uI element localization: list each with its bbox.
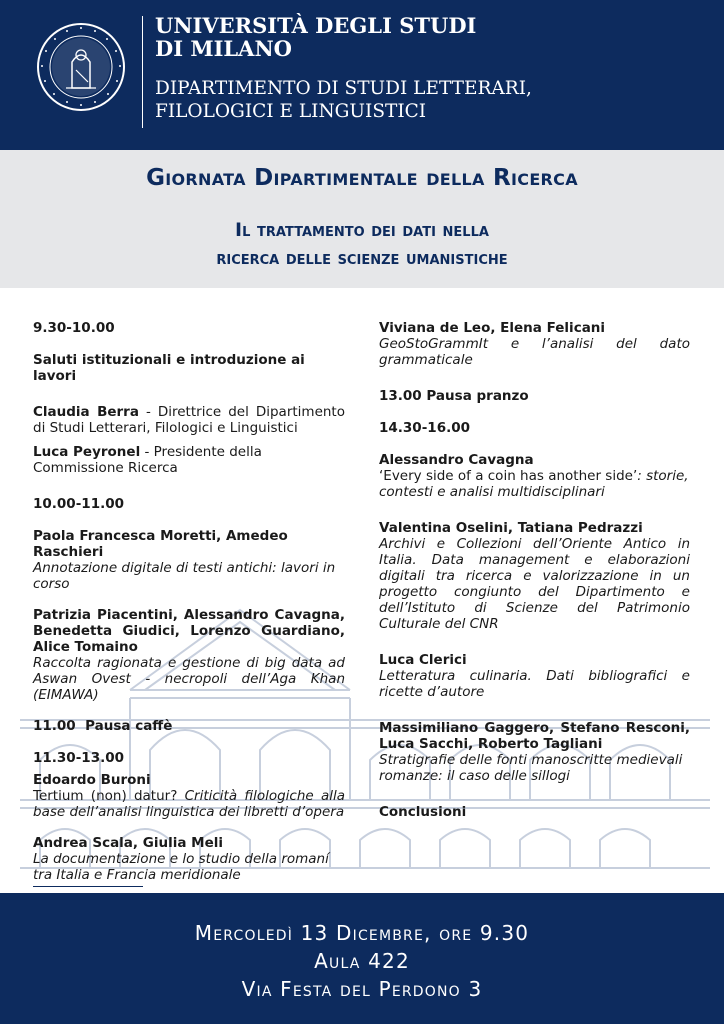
talk-title bbox=[379, 468, 690, 500]
talk-speakers: Edoardo Buroni bbox=[33, 772, 151, 788]
talk-speakers: Viviana de Leo, Elena Felicani bbox=[379, 320, 606, 336]
event-title: Giornata Dipartimentale della Ricerca bbox=[146, 165, 578, 191]
talk-entry bbox=[33, 772, 345, 820]
event-date: Mercoledì 13 Dicembre, ore 9.30 bbox=[194, 921, 530, 945]
talk-title: GeoStoGrammIt e l’analisi del dato grammaticale bbox=[379, 336, 690, 368]
talk-speakers: Luca Clerici bbox=[379, 652, 467, 668]
event-subtitle-line1: Il trattamento dei dati nella bbox=[235, 219, 489, 241]
talk-title: Letteratura culinaria. Dati bibliografici e ricette d’autore bbox=[379, 668, 690, 700]
talk-title-plain: ‘Every side of a coin has another side’ bbox=[379, 468, 638, 484]
talk-entry bbox=[379, 452, 690, 500]
talk-entry bbox=[379, 320, 690, 368]
talk-entry bbox=[379, 652, 690, 700]
event-room: Aula 422 bbox=[314, 949, 410, 973]
time-slot: 11.30-13.00 bbox=[33, 750, 125, 766]
footer-divider bbox=[33, 886, 143, 887]
talk-title: Archivi e Collezioni dell’Oriente Antico in Italia. Data management e elaborazioni digitali tra ricerca e valorizzazione in un progetto congiunto del Dipartimento e dell’Istituto di Scienze del Patrimonio Culturale del CNR bbox=[379, 536, 690, 632]
welcome-session: Saluti istituzionali e introduzione ai lavori bbox=[33, 352, 305, 384]
time-slot: 14.30-16.00 bbox=[379, 420, 471, 436]
talk-title: Annotazione digitale di testi antichi: lavori in corso bbox=[33, 560, 336, 592]
talk-entry bbox=[379, 520, 690, 632]
department-name-line1: DIPARTIMENTO DI STUDI LETTERARI, bbox=[155, 78, 532, 99]
title-band bbox=[0, 150, 724, 288]
talk-title-plain: Tertium (non) datur? bbox=[33, 788, 185, 804]
talk-speakers: Valentina Oselini, Tatiana Pedrazzi bbox=[379, 520, 643, 536]
talk-title: La documentazione e lo studio della romaní tra Italia e Francia meridionale bbox=[33, 851, 329, 883]
event-subtitle-line2: ricerca delle scienze umanistiche bbox=[216, 247, 508, 269]
footer-band bbox=[0, 893, 724, 1024]
talk-speakers: Andrea Scala, Giulia Meli bbox=[33, 835, 223, 851]
time-slot: 10.00-11.00 bbox=[33, 496, 125, 512]
speaker-role: - Direttrice del Dipartimento di Studi Letterari, Filologici e Linguistici bbox=[33, 404, 345, 436]
lunch-break: 13.00 Pausa pranzo bbox=[379, 388, 529, 404]
coffee-break: 11.00 Pausa caffè bbox=[33, 718, 173, 734]
talk-entry bbox=[33, 835, 345, 883]
program-right-column bbox=[379, 320, 690, 820]
talk-title-italic: : storie, contesti e analisi multidisciplinari bbox=[379, 468, 689, 500]
speaker-name: Claudia Berra bbox=[33, 404, 139, 420]
talk-title: Raccolta ragionata e gestione di big data ad Aswan Ovest - necropoli dell’Aga Khan (EIMAWA) bbox=[33, 655, 345, 703]
talk-speakers: Massimiliano Gaggero, Stefano Resconi, Luca Sacchi, Roberto Tagliani bbox=[379, 720, 690, 752]
speaker-entry bbox=[33, 444, 345, 476]
speaker-name: Luca Peyronel bbox=[33, 444, 141, 460]
speaker-role: - Presidente della Commissione Ricerca bbox=[33, 444, 262, 476]
event-subtitle bbox=[0, 216, 724, 272]
talk-title-italic: Criticità filologiche alla base dell’analisi linguistica dei libretti d’opera bbox=[33, 788, 345, 820]
university-name bbox=[155, 14, 476, 60]
header-band bbox=[0, 0, 724, 150]
talk-speakers: Paola Francesca Moretti, Amedeo Raschieri bbox=[33, 528, 288, 560]
talk-entry bbox=[33, 607, 345, 703]
university-name-line2: DI MILANO bbox=[155, 36, 292, 61]
university-seal-icon bbox=[36, 22, 126, 112]
talk-title bbox=[33, 788, 345, 820]
talk-speakers: Alessandro Cavagna bbox=[379, 452, 534, 468]
talk-entry bbox=[379, 720, 690, 784]
speaker-entry bbox=[33, 404, 345, 436]
time-slot: 9.30-10.00 bbox=[33, 320, 115, 336]
talk-speakers: Patrizia Piacentini, Alessandro Cavagna, Benedetta Giudici, Lorenzo Guardiano, Alice Tomaino bbox=[33, 607, 345, 655]
talk-title: Stratigrafie delle fonti manoscritte medievali romanze: il caso delle sillogi bbox=[379, 752, 683, 784]
university-name-line1: UNIVERSITÀ DEGLI STUDI bbox=[155, 13, 477, 38]
department-name-line2: FILOLOGICI E LINGUISTICI bbox=[155, 101, 427, 122]
department-name bbox=[155, 77, 532, 123]
header-divider bbox=[142, 16, 143, 128]
closing-session: Conclusioni bbox=[379, 804, 467, 820]
event-address: Via Festa del Perdono 3 bbox=[241, 977, 483, 1001]
talk-entry bbox=[33, 528, 345, 592]
program-left-column bbox=[33, 320, 345, 898]
